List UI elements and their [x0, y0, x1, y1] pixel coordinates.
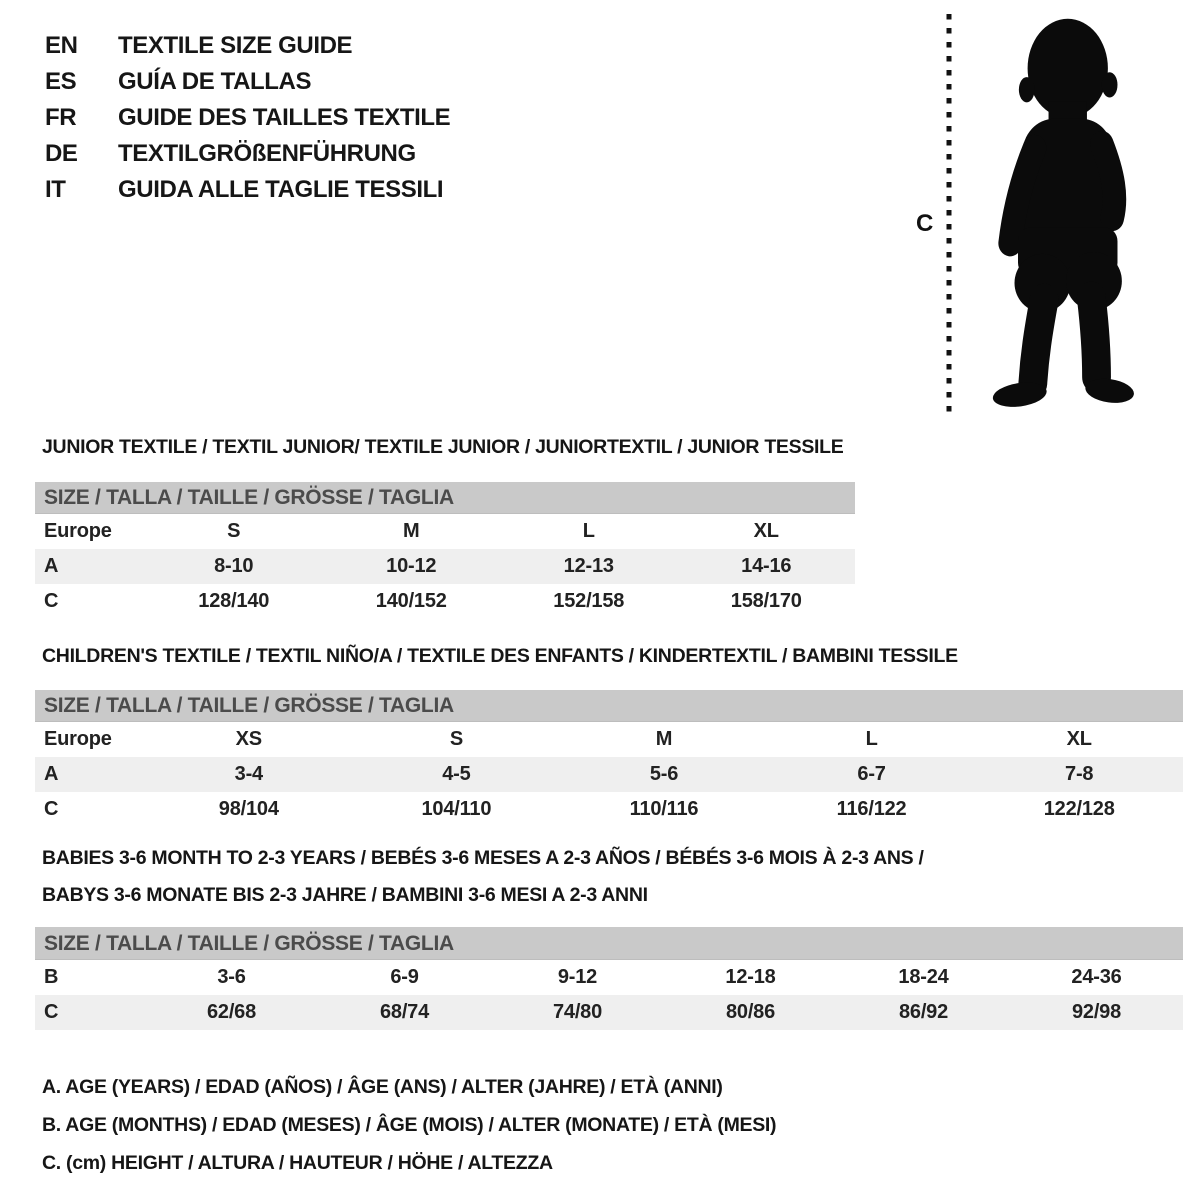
lang-code: DE: [45, 140, 78, 167]
toddler-silhouette-icon: [970, 12, 1162, 420]
table-cell: 18-24: [898, 966, 949, 988]
table-cell: S: [449, 728, 463, 750]
table-row: [35, 722, 1183, 757]
lang-title: GUIDE DES TAILLES TEXTILE: [118, 104, 451, 131]
height-figure: [900, 8, 1175, 423]
table-cell: 7-8: [1065, 763, 1094, 785]
section-title-junior: JUNIOR TEXTILE / TEXTIL JUNIOR/ TEXTILE JUNIOR / JUNIORTEXTIL / JUNIOR TESSILE: [42, 436, 844, 458]
legend-line-b: B. AGE (MONTHS) / EDAD (MESES) / ÂGE (MOIS) / ALTER (MONATE) / ETÀ (MESI): [42, 1114, 777, 1136]
height-dashed-line-icon: [946, 14, 952, 420]
junior-size-table: [35, 482, 855, 619]
section-title-children: CHILDREN'S TEXTILE / TEXTIL NIÑO/A / TEXTILE DES ENFANTS / KINDERTEXTIL / BAMBINI TESSILE: [42, 645, 958, 667]
table-cell: 80/86: [725, 1001, 776, 1023]
table-cell: 9-12: [557, 966, 598, 988]
table-cell: 12-13: [563, 555, 614, 577]
legend-line-a: A. AGE (YEARS) / EDAD (AÑOS) / ÂGE (ANS) / ALTER (JAHRE) / ETÀ (ANNI): [42, 1076, 723, 1098]
table-cell: 14-16: [741, 555, 792, 577]
table-cell: 24-36: [1071, 966, 1122, 988]
legend-line-c: C. (cm) HEIGHT / ALTURA / HAUTEUR / HÖHE / ALTEZZA: [42, 1152, 553, 1174]
lang-code: FR: [45, 104, 77, 131]
table-row: [35, 514, 855, 549]
table-cell: 68/74: [379, 1001, 430, 1023]
table-cell: XS: [235, 728, 262, 750]
table-cell: 6-7: [857, 763, 886, 785]
table-cell: 92/98: [1071, 1001, 1122, 1023]
table-header-bar: SIZE / TALLA / TAILLE / GRÖSSE / TAGLIA: [35, 690, 1183, 722]
table-cell: 4-5: [442, 763, 471, 785]
section-title-babies: [42, 845, 924, 908]
table-cell: 152/158: [553, 590, 625, 612]
language-title-block: [45, 28, 450, 208]
table-cell: 140/152: [375, 590, 447, 612]
table-cell: 86/92: [898, 1001, 949, 1023]
table-row: [35, 549, 855, 584]
lang-title: GUIDA ALLE TAGLIE TESSILI: [118, 176, 444, 203]
table-cell: 3-4: [234, 763, 263, 785]
row-label: A: [44, 555, 59, 577]
row-label: Europe: [44, 520, 112, 542]
table-cell: 8-10: [214, 555, 254, 577]
table-header-bar: SIZE / TALLA / TAILLE / GRÖSSE / TAGLIA: [35, 927, 1183, 960]
lang-title: TEXTILGRÖßENFÜHRUNG: [118, 140, 416, 167]
table-row: [35, 995, 1183, 1030]
lang-title: GUÍA DE TALLAS: [118, 68, 312, 95]
table-cell: 62/68: [206, 1001, 257, 1023]
table-cell: 104/110: [421, 798, 492, 820]
table-cell: 12-18: [725, 966, 776, 988]
children-size-table: [35, 690, 1183, 827]
section-title-babies-line2: BABYS 3-6 MONATE BIS 2-3 JAHRE / BAMBINI 3-6 MESI A 2-3 ANNI: [42, 884, 648, 906]
row-label: C: [44, 798, 59, 820]
table-cell: 5-6: [649, 763, 679, 785]
babies-size-table: [35, 927, 1183, 1030]
table-cell: 74/80: [552, 1001, 603, 1023]
row-label: B: [44, 966, 59, 988]
table-cell: S: [227, 520, 241, 542]
row-label: C: [44, 590, 59, 612]
legend: [42, 1068, 776, 1182]
lang-title: TEXTILE SIZE GUIDE: [118, 32, 353, 59]
row-label: C: [44, 1001, 59, 1023]
lang-code: ES: [45, 68, 77, 95]
table-cell: 128/140: [198, 590, 270, 612]
table-cell: 6-9: [390, 966, 419, 988]
table-cell: L: [865, 728, 878, 750]
table-cell: 158/170: [730, 590, 802, 612]
table-cell: L: [582, 520, 595, 542]
table-header-bar: SIZE / TALLA / TAILLE / GRÖSSE / TAGLIA: [35, 482, 855, 514]
table-row: [35, 960, 1183, 995]
table-cell: 122/128: [1043, 798, 1115, 820]
table-row: [35, 757, 1183, 792]
table-row: [35, 792, 1183, 827]
table-cell: M: [403, 520, 420, 542]
table-cell: 3-6: [217, 966, 246, 988]
table-cell: 110/116: [629, 798, 699, 820]
table-cell: XL: [753, 520, 779, 542]
row-label: A: [44, 763, 59, 785]
height-measure-label: C: [916, 210, 934, 237]
table-cell: 116/122: [836, 798, 907, 820]
row-label: Europe: [44, 728, 112, 750]
section-title-babies-line1: BABIES 3-6 MONTH TO 2-3 YEARS / BEBÉS 3-6 MESES A 2-3 AÑOS / BÉBÉS 3-6 MOIS À 2-3 ANS /: [42, 847, 924, 869]
lang-code: EN: [45, 32, 78, 59]
table-cell: XL: [1066, 728, 1092, 750]
table-cell: 10-12: [386, 555, 437, 577]
table-row: [35, 584, 855, 619]
lang-code: IT: [45, 176, 66, 203]
table-cell: M: [655, 728, 673, 750]
table-cell: 98/104: [218, 798, 279, 820]
